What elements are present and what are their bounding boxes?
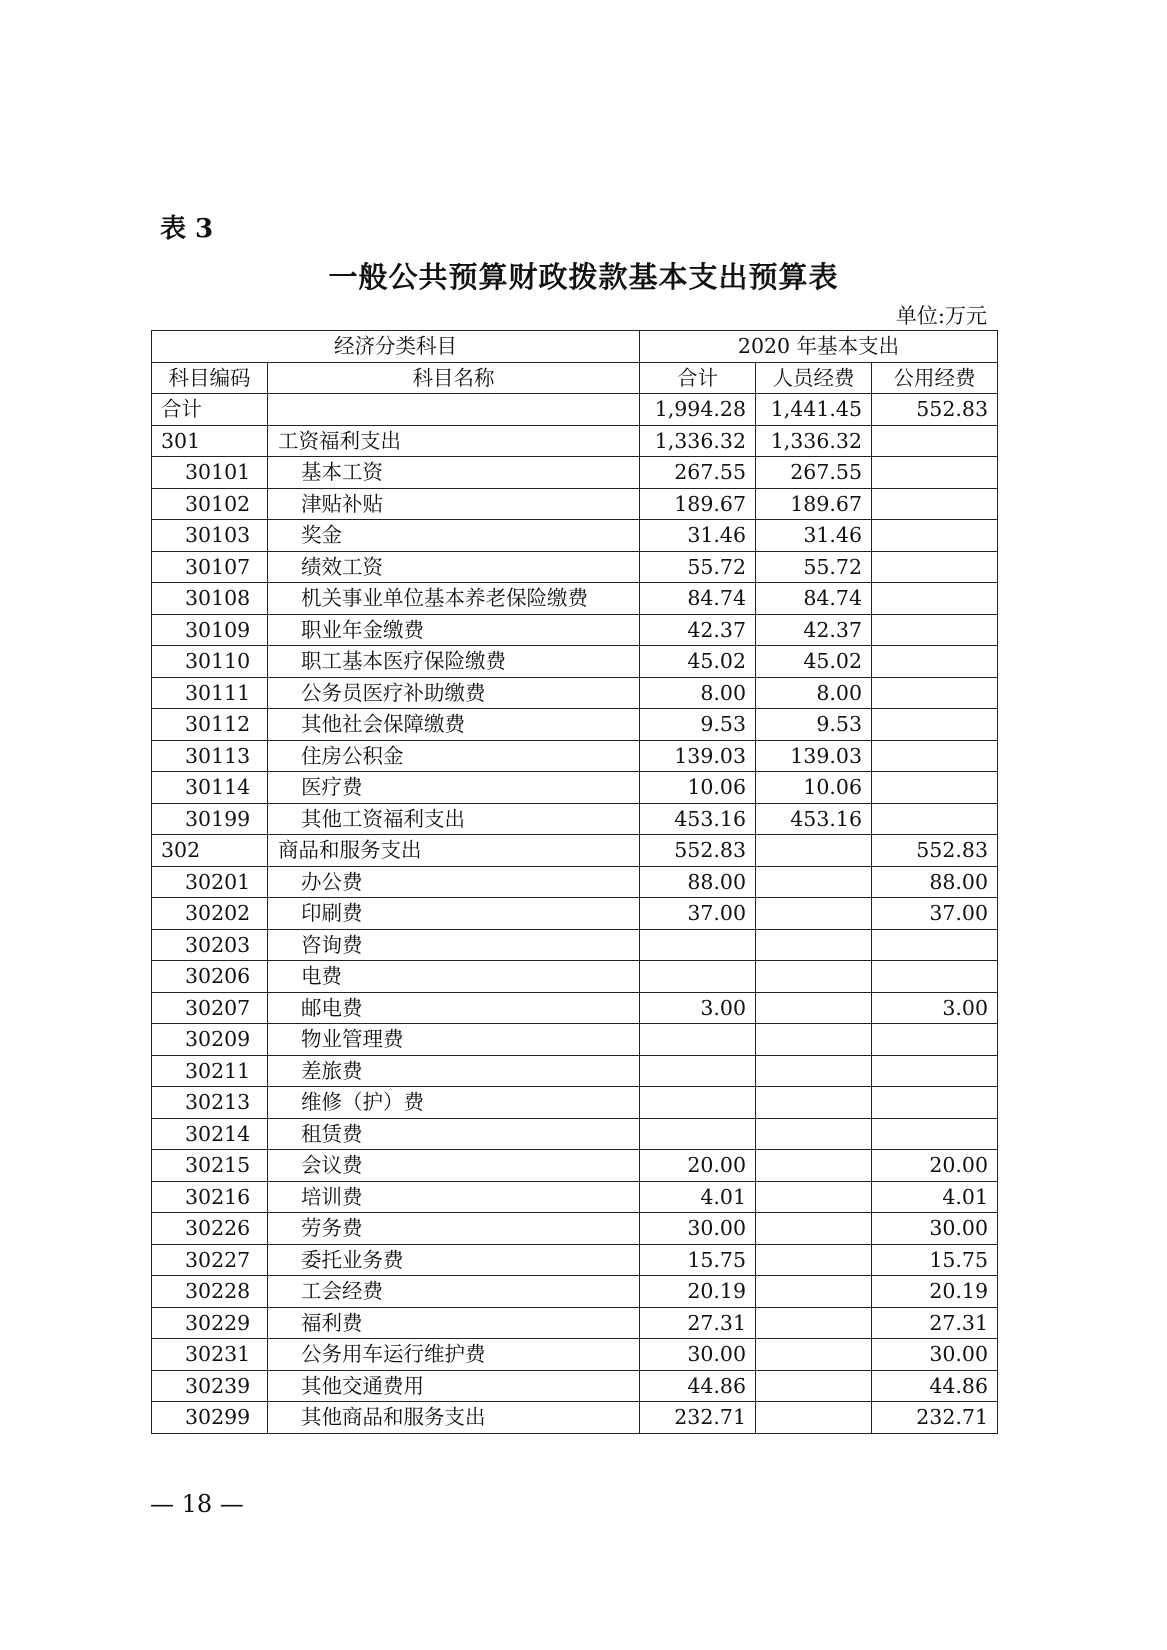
row-code: 30229 — [152, 1307, 268, 1339]
row-personnel — [756, 1370, 872, 1402]
row-personnel — [756, 1402, 872, 1434]
row-name: 租赁费 — [268, 1118, 640, 1150]
page-title: 一般公共预算财政拨款基本支出预算表 — [328, 260, 839, 294]
table-row — [152, 1087, 998, 1119]
table-row — [152, 1307, 998, 1339]
row-total — [640, 1118, 756, 1150]
row-public: 37.00 — [872, 898, 998, 930]
table-row — [152, 1276, 998, 1308]
row-personnel — [756, 929, 872, 961]
row-code: 30227 — [152, 1244, 268, 1276]
row-total — [640, 1087, 756, 1119]
row-public — [872, 488, 998, 520]
row-public: 30.00 — [872, 1339, 998, 1371]
budget-table — [151, 330, 998, 1434]
row-public: 4.01 — [872, 1181, 998, 1213]
row-total: 27.31 — [640, 1307, 756, 1339]
row-personnel — [756, 961, 872, 993]
table-row — [152, 1244, 998, 1276]
header-name: 科目名称 — [268, 362, 640, 394]
row-total: 88.00 — [640, 866, 756, 898]
row-personnel — [756, 1024, 872, 1056]
table-row — [152, 992, 998, 1024]
table-row — [152, 1370, 998, 1402]
row-code: 30102 — [152, 488, 268, 520]
row-personnel: 139.03 — [756, 740, 872, 772]
row-name: 公务用车运行维护费 — [268, 1339, 640, 1371]
table-row — [152, 898, 998, 930]
row-code: 30114 — [152, 772, 268, 804]
table-row — [152, 1181, 998, 1213]
row-personnel — [756, 866, 872, 898]
table-row — [152, 488, 998, 520]
table-row — [152, 961, 998, 993]
row-personnel — [756, 1307, 872, 1339]
row-total: 45.02 — [640, 646, 756, 678]
row-public: 552.83 — [872, 394, 998, 426]
table-row — [152, 1150, 998, 1182]
row-total: 42.37 — [640, 614, 756, 646]
row-personnel — [756, 1150, 872, 1182]
row-total: 9.53 — [640, 709, 756, 741]
row-total — [640, 1055, 756, 1087]
row-code: 30109 — [152, 614, 268, 646]
row-code: 30112 — [152, 709, 268, 741]
row-total: 4.01 — [640, 1181, 756, 1213]
row-personnel — [756, 1118, 872, 1150]
row-name: 公务员医疗补助缴费 — [268, 677, 640, 709]
header-total: 合计 — [640, 362, 756, 394]
row-code: 30203 — [152, 929, 268, 961]
table-row — [152, 709, 998, 741]
row-public: 88.00 — [872, 866, 998, 898]
header-row-group — [152, 331, 998, 363]
row-personnel — [756, 1055, 872, 1087]
row-name: 培训费 — [268, 1181, 640, 1213]
row-total: 8.00 — [640, 677, 756, 709]
header-economic-category: 经济分类科目 — [152, 331, 640, 363]
row-name: 电费 — [268, 961, 640, 993]
row-name: 维修（护）费 — [268, 1087, 640, 1119]
row-public — [872, 1087, 998, 1119]
row-public — [872, 583, 998, 615]
row-code: 合计 — [152, 394, 268, 426]
row-code: 30211 — [152, 1055, 268, 1087]
table-row — [152, 866, 998, 898]
row-code: 30110 — [152, 646, 268, 678]
table-row — [152, 835, 998, 867]
row-total: 1,994.28 — [640, 394, 756, 426]
row-public — [872, 677, 998, 709]
row-total: 10.06 — [640, 772, 756, 804]
row-total: 453.16 — [640, 803, 756, 835]
row-name — [268, 394, 640, 426]
table-row — [152, 425, 998, 457]
row-public — [872, 803, 998, 835]
row-personnel: 31.46 — [756, 520, 872, 552]
row-personnel — [756, 1339, 872, 1371]
page-number: — 18 — — [150, 1490, 244, 1518]
table-row — [152, 929, 998, 961]
table-row — [152, 614, 998, 646]
row-personnel: 10.06 — [756, 772, 872, 804]
row-public — [872, 425, 998, 457]
table-row — [152, 394, 998, 426]
table-row — [152, 520, 998, 552]
row-total: 84.74 — [640, 583, 756, 615]
row-total: 30.00 — [640, 1213, 756, 1245]
row-code: 30228 — [152, 1276, 268, 1308]
row-code: 30299 — [152, 1402, 268, 1434]
table-row — [152, 1213, 998, 1245]
row-public — [872, 457, 998, 489]
row-public: 44.86 — [872, 1370, 998, 1402]
table-row — [152, 457, 998, 489]
row-personnel: 8.00 — [756, 677, 872, 709]
row-name: 住房公积金 — [268, 740, 640, 772]
header-row-columns — [152, 362, 998, 394]
row-personnel: 1,336.32 — [756, 425, 872, 457]
header-basic-expenditure: 2020 年基本支出 — [640, 331, 998, 363]
row-total: 37.00 — [640, 898, 756, 930]
table-row — [152, 803, 998, 835]
row-total: 267.55 — [640, 457, 756, 489]
row-name: 基本工资 — [268, 457, 640, 489]
row-personnel — [756, 898, 872, 930]
row-public: 15.75 — [872, 1244, 998, 1276]
row-personnel: 267.55 — [756, 457, 872, 489]
table-row — [152, 772, 998, 804]
row-total — [640, 1024, 756, 1056]
header-code: 科目编码 — [152, 362, 268, 394]
row-code: 30199 — [152, 803, 268, 835]
row-total: 20.00 — [640, 1150, 756, 1182]
row-name: 其他工资福利支出 — [268, 803, 640, 835]
row-total: 1,336.32 — [640, 425, 756, 457]
header-personnel: 人员经费 — [756, 362, 872, 394]
row-code: 30207 — [152, 992, 268, 1024]
table-row — [152, 551, 998, 583]
row-code: 30103 — [152, 520, 268, 552]
row-public: 232.71 — [872, 1402, 998, 1434]
row-code: 301 — [152, 425, 268, 457]
row-total: 552.83 — [640, 835, 756, 867]
row-public: 27.31 — [872, 1307, 998, 1339]
row-name: 邮电费 — [268, 992, 640, 1024]
row-total: 3.00 — [640, 992, 756, 1024]
row-code: 30202 — [152, 898, 268, 930]
row-public: 3.00 — [872, 992, 998, 1024]
row-code: 30113 — [152, 740, 268, 772]
row-code: 30206 — [152, 961, 268, 993]
row-personnel — [756, 1213, 872, 1245]
row-total: 232.71 — [640, 1402, 756, 1434]
table-row — [152, 1118, 998, 1150]
row-public: 20.19 — [872, 1276, 998, 1308]
row-public — [872, 646, 998, 678]
table-label: 表 3 — [160, 214, 214, 244]
row-total: 31.46 — [640, 520, 756, 552]
row-name: 职工基本医疗保险缴费 — [268, 646, 640, 678]
row-personnel: 453.16 — [756, 803, 872, 835]
row-total: 139.03 — [640, 740, 756, 772]
row-code: 30108 — [152, 583, 268, 615]
row-code: 30214 — [152, 1118, 268, 1150]
row-total: 15.75 — [640, 1244, 756, 1276]
row-public — [872, 1024, 998, 1056]
row-code: 30111 — [152, 677, 268, 709]
row-code: 30209 — [152, 1024, 268, 1056]
table-row — [152, 583, 998, 615]
row-code: 30201 — [152, 866, 268, 898]
row-name: 其他商品和服务支出 — [268, 1402, 640, 1434]
row-name: 医疗费 — [268, 772, 640, 804]
row-name: 绩效工资 — [268, 551, 640, 583]
row-code: 302 — [152, 835, 268, 867]
row-code: 30107 — [152, 551, 268, 583]
row-public: 552.83 — [872, 835, 998, 867]
row-name: 物业管理费 — [268, 1024, 640, 1056]
header-public: 公用经费 — [872, 362, 998, 394]
row-public — [872, 709, 998, 741]
row-name: 咨询费 — [268, 929, 640, 961]
row-personnel: 45.02 — [756, 646, 872, 678]
row-total: 20.19 — [640, 1276, 756, 1308]
row-name: 机关事业单位基本养老保险缴费 — [268, 583, 640, 615]
unit-label: 单位:万元 — [895, 304, 987, 328]
row-name: 其他社会保障缴费 — [268, 709, 640, 741]
row-total: 189.67 — [640, 488, 756, 520]
row-total — [640, 929, 756, 961]
row-public — [872, 740, 998, 772]
row-personnel — [756, 835, 872, 867]
table-row — [152, 677, 998, 709]
row-public — [872, 1055, 998, 1087]
row-total: 55.72 — [640, 551, 756, 583]
row-name: 福利费 — [268, 1307, 640, 1339]
row-personnel — [756, 1276, 872, 1308]
row-personnel: 189.67 — [756, 488, 872, 520]
row-name: 印刷费 — [268, 898, 640, 930]
row-public: 20.00 — [872, 1150, 998, 1182]
row-code: 30215 — [152, 1150, 268, 1182]
row-personnel — [756, 992, 872, 1024]
row-total: 44.86 — [640, 1370, 756, 1402]
table-row — [152, 1024, 998, 1056]
table-row — [152, 1339, 998, 1371]
table-body — [152, 394, 998, 1434]
row-name: 商品和服务支出 — [268, 835, 640, 867]
row-total — [640, 961, 756, 993]
row-total: 30.00 — [640, 1339, 756, 1371]
row-code: 30213 — [152, 1087, 268, 1119]
row-code: 30239 — [152, 1370, 268, 1402]
row-name: 劳务费 — [268, 1213, 640, 1245]
row-code: 30216 — [152, 1181, 268, 1213]
row-name: 奖金 — [268, 520, 640, 552]
row-name: 津贴补贴 — [268, 488, 640, 520]
row-name: 会议费 — [268, 1150, 640, 1182]
row-name: 委托业务费 — [268, 1244, 640, 1276]
row-public — [872, 929, 998, 961]
row-personnel: 9.53 — [756, 709, 872, 741]
row-name: 其他交通费用 — [268, 1370, 640, 1402]
table-row — [152, 1402, 998, 1434]
row-personnel — [756, 1244, 872, 1276]
table-row — [152, 646, 998, 678]
row-personnel: 55.72 — [756, 551, 872, 583]
table-row — [152, 740, 998, 772]
row-name: 办公费 — [268, 866, 640, 898]
row-name: 差旅费 — [268, 1055, 640, 1087]
row-code: 30226 — [152, 1213, 268, 1245]
row-code: 30231 — [152, 1339, 268, 1371]
row-public — [872, 614, 998, 646]
row-name: 工资福利支出 — [268, 425, 640, 457]
row-code: 30101 — [152, 457, 268, 489]
table-row — [152, 1055, 998, 1087]
row-public — [872, 1118, 998, 1150]
row-name: 工会经费 — [268, 1276, 640, 1308]
row-personnel — [756, 1087, 872, 1119]
row-public — [872, 551, 998, 583]
row-public — [872, 520, 998, 552]
row-name: 职业年金缴费 — [268, 614, 640, 646]
row-personnel — [756, 1181, 872, 1213]
row-personnel: 84.74 — [756, 583, 872, 615]
row-public — [872, 961, 998, 993]
row-public — [872, 772, 998, 804]
row-personnel: 42.37 — [756, 614, 872, 646]
row-public: 30.00 — [872, 1213, 998, 1245]
row-personnel: 1,441.45 — [756, 394, 872, 426]
